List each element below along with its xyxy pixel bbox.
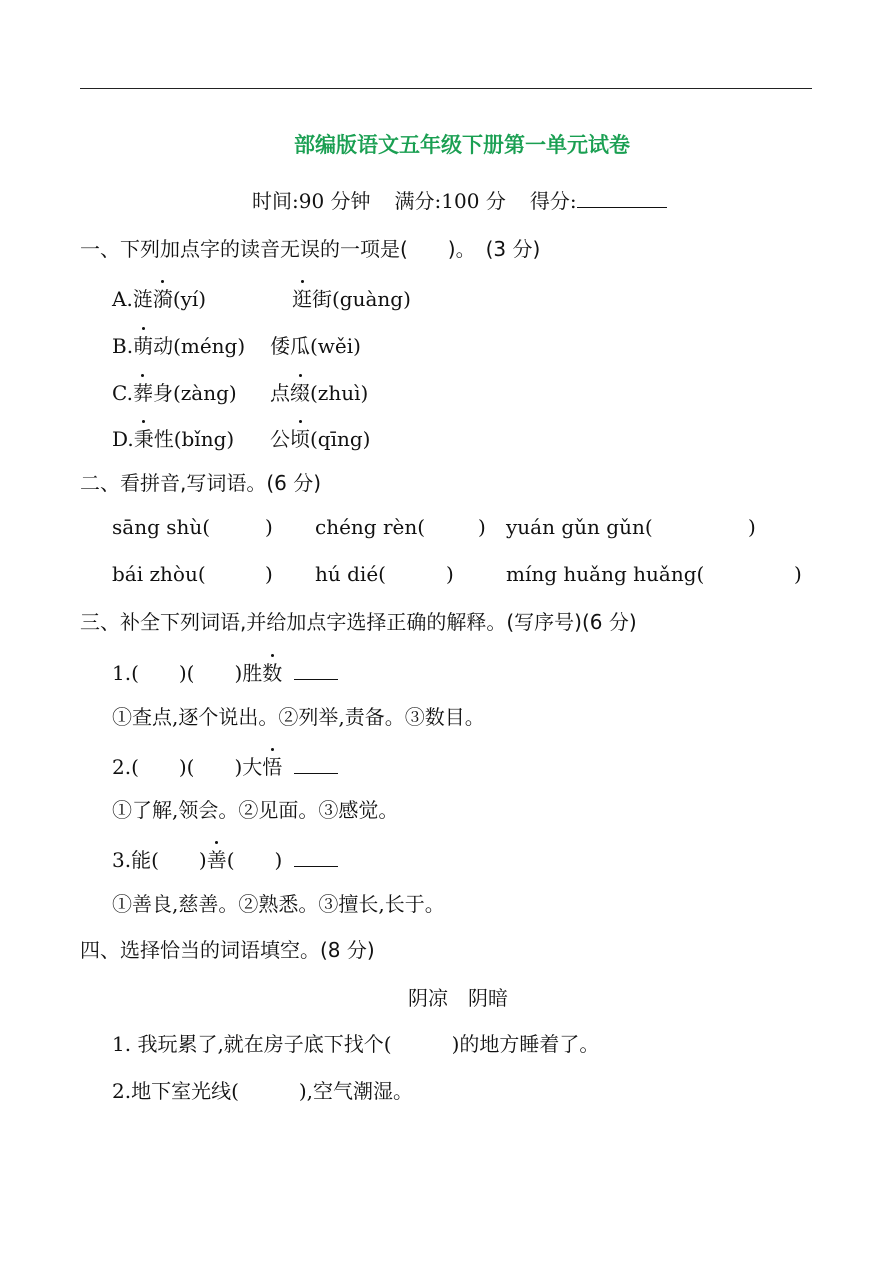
q3-explain-1: ①查点,逐个说出。②列举,责备。③数目。 (112, 705, 485, 729)
page-title: 部编版语文五年级下册第一单元试卷 (294, 133, 630, 157)
score-label: 得分: (529, 189, 577, 213)
q2-blank-close[interactable]: ) (265, 515, 273, 539)
q2-item: bái zhòu( (112, 562, 206, 586)
q3-explain-2: ①了解,领会。②见面。③感觉。 (112, 798, 399, 822)
q4-sentence-2[interactable]: 2.地下室光线( ),空气潮湿。 (112, 1079, 414, 1103)
q3-explain-3: ①善良,慈善。②熟悉。③擅长,长于。 (112, 892, 445, 916)
dotted-char: 悟 (262, 755, 283, 779)
q2-blank-close[interactable]: ) (265, 562, 273, 586)
q1-heading: 一、下列加点字的读音无误的一项是( )。 (3 分) (80, 237, 541, 261)
q1-option-d-word2: 公顷(qīng) (270, 427, 371, 451)
dotted-char: 善 (206, 848, 227, 872)
q4-sentence-1[interactable]: 1. 我玩累了,就在房子底下找个( )的地方睡着了。 (112, 1032, 600, 1056)
q2-item: sāng shù( (112, 515, 211, 539)
q1-option-c-word2: 点缀(zhuì) (270, 381, 369, 405)
dotted-char: 秉 (133, 427, 154, 451)
q1-option-d[interactable]: D.秉性(bǐng) (112, 427, 235, 451)
q1-option-b-word2: 倭瓜(wěi) (270, 334, 361, 358)
dotted-char: 漪 (152, 287, 173, 311)
q3-heading: 三、补全下列词语,并给加点字选择正确的解释。(写序号)(6 分) (80, 610, 637, 634)
answer-blank[interactable] (294, 848, 338, 867)
header-rule (80, 88, 812, 89)
q1-option-a[interactable]: A.涟漪(yí) (112, 287, 207, 311)
dotted-char: 顷 (290, 427, 310, 451)
dotted-char: 萌 (133, 334, 154, 358)
q2-blank-close[interactable]: ) (478, 515, 486, 539)
time-text: 时间:90 分钟 (252, 189, 371, 213)
q2-item: hú dié( (315, 562, 386, 586)
q4-heading: 四、选择恰当的词语填空。(8 分) (80, 938, 375, 962)
dotted-char: 缀 (290, 381, 310, 405)
q1-option-b[interactable]: B.萌动(méng) (112, 334, 246, 358)
full-score-text: 满分:100 分 (394, 189, 506, 213)
q1-option-c[interactable]: C.葬身(zàng) (112, 381, 237, 405)
score-blank[interactable] (577, 189, 667, 208)
q2-item: yuán gǔn gǔn( (506, 515, 653, 539)
q2-blank-close[interactable]: ) (794, 562, 802, 586)
q3-item-3[interactable]: 3.能( )善( ) (112, 847, 338, 873)
q3-item-2[interactable]: 2.( )( )大悟 (112, 754, 338, 780)
dotted-char: 葬 (132, 381, 153, 405)
q2-item: chéng rèn( (315, 515, 426, 539)
answer-blank[interactable] (294, 755, 338, 774)
answer-blank[interactable] (294, 661, 338, 680)
dotted-char: 逛 (292, 287, 312, 311)
q3-item-1[interactable]: 1.( )( )胜数 (112, 660, 338, 686)
dotted-char: 数 (262, 661, 283, 685)
q4-word-choices: 阴凉 阴暗 (408, 986, 508, 1010)
q2-heading: 二、看拼音,写词语。(6 分) (80, 471, 322, 495)
q2-item: míng huǎng huǎng( (506, 562, 705, 586)
exam-meta (252, 188, 667, 214)
q1-option-a-word2: 逛街(guàng) (292, 287, 411, 311)
q2-blank-close[interactable]: ) (748, 515, 756, 539)
q2-blank-close[interactable]: ) (446, 562, 454, 586)
